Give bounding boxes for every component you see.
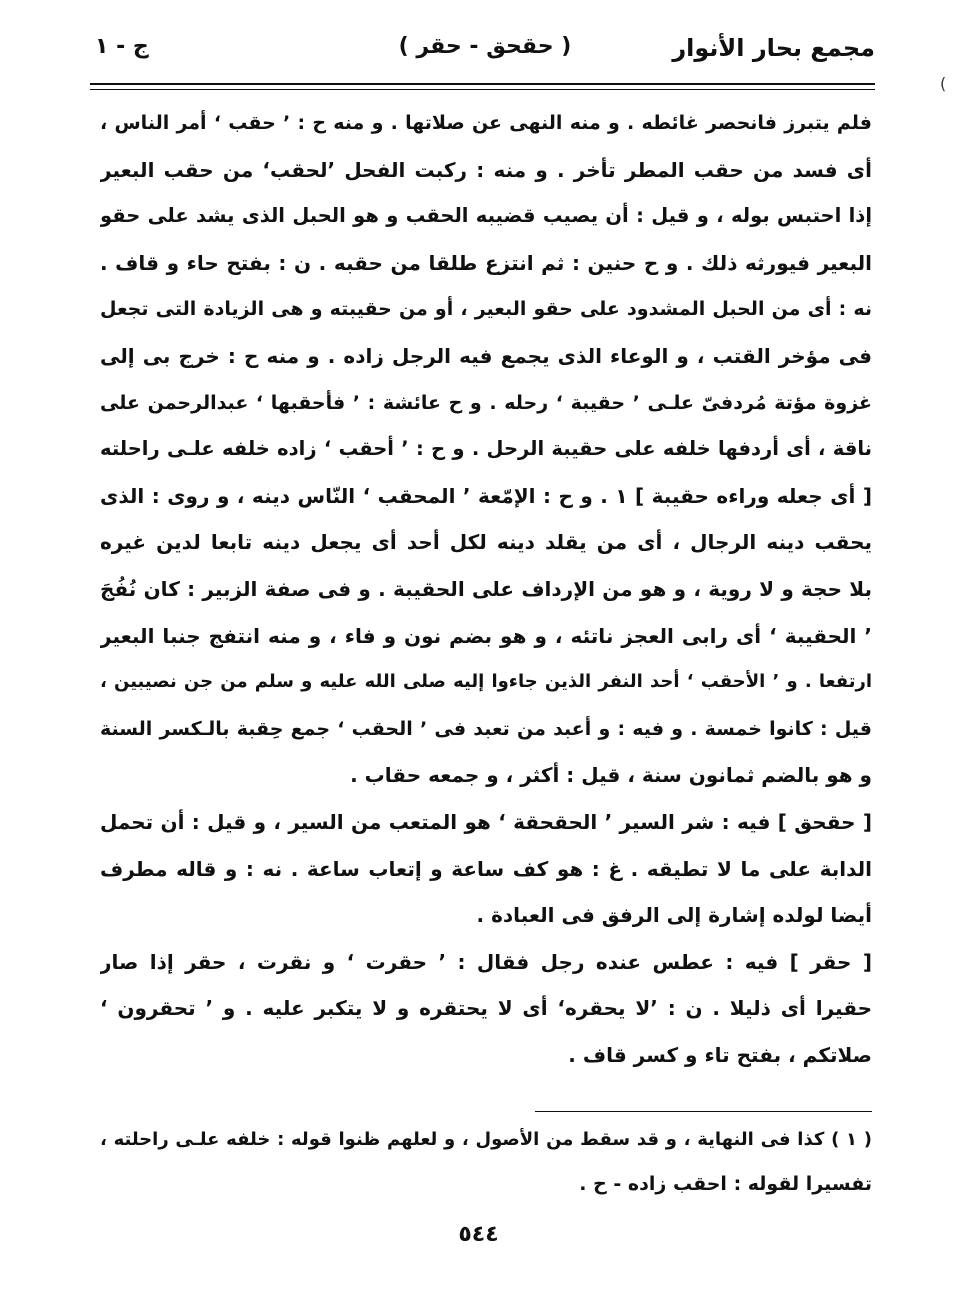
header-rule-thin xyxy=(90,89,875,90)
text-line: إذا احتبس بوله ، و قيل : أن يصيب قضيبه الحقب و هو الحبل الذى يشد على حقو xyxy=(100,204,872,228)
running-header xyxy=(95,30,875,78)
book-title: مجمع بحار الأنوار xyxy=(672,34,875,62)
footnote-line: تفسيرا لقوله : احقب زاده - ح . xyxy=(579,1173,872,1195)
text-line: أى فسد من حقب المطر تأخر . و منه : ركبت الفحل ’لحقب‘ من حقب البعير xyxy=(100,157,872,182)
text-line: ارتفعا . و ’ الأحقب ‘ أحد النفر الذين جاءوا إليه صلى الله عليه و سلم من جن نصيبين ، xyxy=(100,671,872,693)
text-line: فى مؤخر القتب ، و الوعاء الذى يجمع فيه الرجل زاده . و منه ح : خرج بى إلى xyxy=(100,343,872,368)
text-line: أيضا لولده إشارة إلى الرفق فى العبادة . xyxy=(476,903,872,928)
header-rule xyxy=(90,83,875,85)
page-number: ٥٤٤ xyxy=(458,1222,499,1247)
entry-heading-line: [ حقر ] فيه : عطس عنده رجل فقال : ’ حقرت ‘ و نقرت ، حقر إذا صار xyxy=(100,949,872,974)
text-line: حقيرا أى ذليلا . ن : ’لا يحقره‘ أى لا يحتقره و لا يتكبر عليه . و ’ تحقرون ‘ xyxy=(100,996,872,1021)
text-line: فلم يتبرز فانحصر غائطه . و منه النهى عن صلاتها . و منه ح : ’ حقب ‘ أمر الناس ، xyxy=(100,112,872,134)
text-line: غزوة مؤتة مُردفىّ علـى ’ حقيبة ‘ رحله . و ح عائشة : ’ فأحقبها ‘ عبدالرحمن على xyxy=(100,391,872,414)
text-line: قيل : كانوا خمسة . و فيه : و أعبد من تعبد فى ’ الحقب ‘ جمع حِقبة بالـكسر السنة xyxy=(100,717,872,740)
footnote-line: ( ١ ) كذا فى النهاية ، و قد سقط من الأصول ، و لعلهم ظنوا قوله : خلفه علـى راحلته ، xyxy=(100,1129,872,1150)
margin-mark: ( xyxy=(940,74,947,93)
volume-label: ج - ١ xyxy=(95,34,149,59)
text-line: [ أى جعله وراءه حقيبة ] ١ . و ح : الإمّعة ’ المحقب ‘ النّاس دينه ، و روى : الذى xyxy=(100,483,872,508)
text-line: البعير فيورثه ذلك . و ح حنين : ثم انتزع طلقا من حقبه . ن : بفتح حاء و قاف . xyxy=(100,250,872,275)
text-line: نه : أى من الحبل المشدود على حقو البعير ، أو من حقيبته و هى الزيادة التى تجعل xyxy=(100,298,872,321)
text-line: صلاتكم ، بفتح تاء و كسر قاف . xyxy=(568,1042,872,1067)
entry-heading-line: [ حقحق ] فيه : شر السير ’ الحقحقة ‘ هو المتعب من السير ، و قيل : أن تحمل xyxy=(100,809,872,834)
entry-range: ( حقحق - حقر ) xyxy=(398,34,572,59)
text-line: بلا حجة و لا روية ، و هو من الإرداف على الحقيبة . و فى صفة الزبير : كان نُفُجَ xyxy=(100,576,872,601)
text-line: و هو بالضم ثمانون سنة ، قيل : أكثر ، و جمعه حقاب . xyxy=(350,763,872,788)
main-text xyxy=(100,100,872,1078)
text-line: الدابة على ما لا تطيقه . غ : هو كف ساعة و إتعاب ساعة . نه : و قاله مطرف xyxy=(100,856,872,881)
text-line: يحقب دينه الرجال ، أى من يقلد دينه لكل أحد أى يجعل دينه تابعا لدين غيره xyxy=(100,530,872,555)
text-line: ناقة ، أى أردفها خلفه على حقيبة الرحل . و ح : ’ أحقب ‘ زاده خلفه علـى راحلته xyxy=(100,437,872,461)
text-line: ’ الحقيبة ‘ أى رابى العجز ناتئه ، و هو بضم نون و فاء ، و منه انتفج جنبا البعير xyxy=(100,623,872,648)
footnotes xyxy=(100,1118,872,1206)
footnote-rule xyxy=(535,1111,872,1112)
